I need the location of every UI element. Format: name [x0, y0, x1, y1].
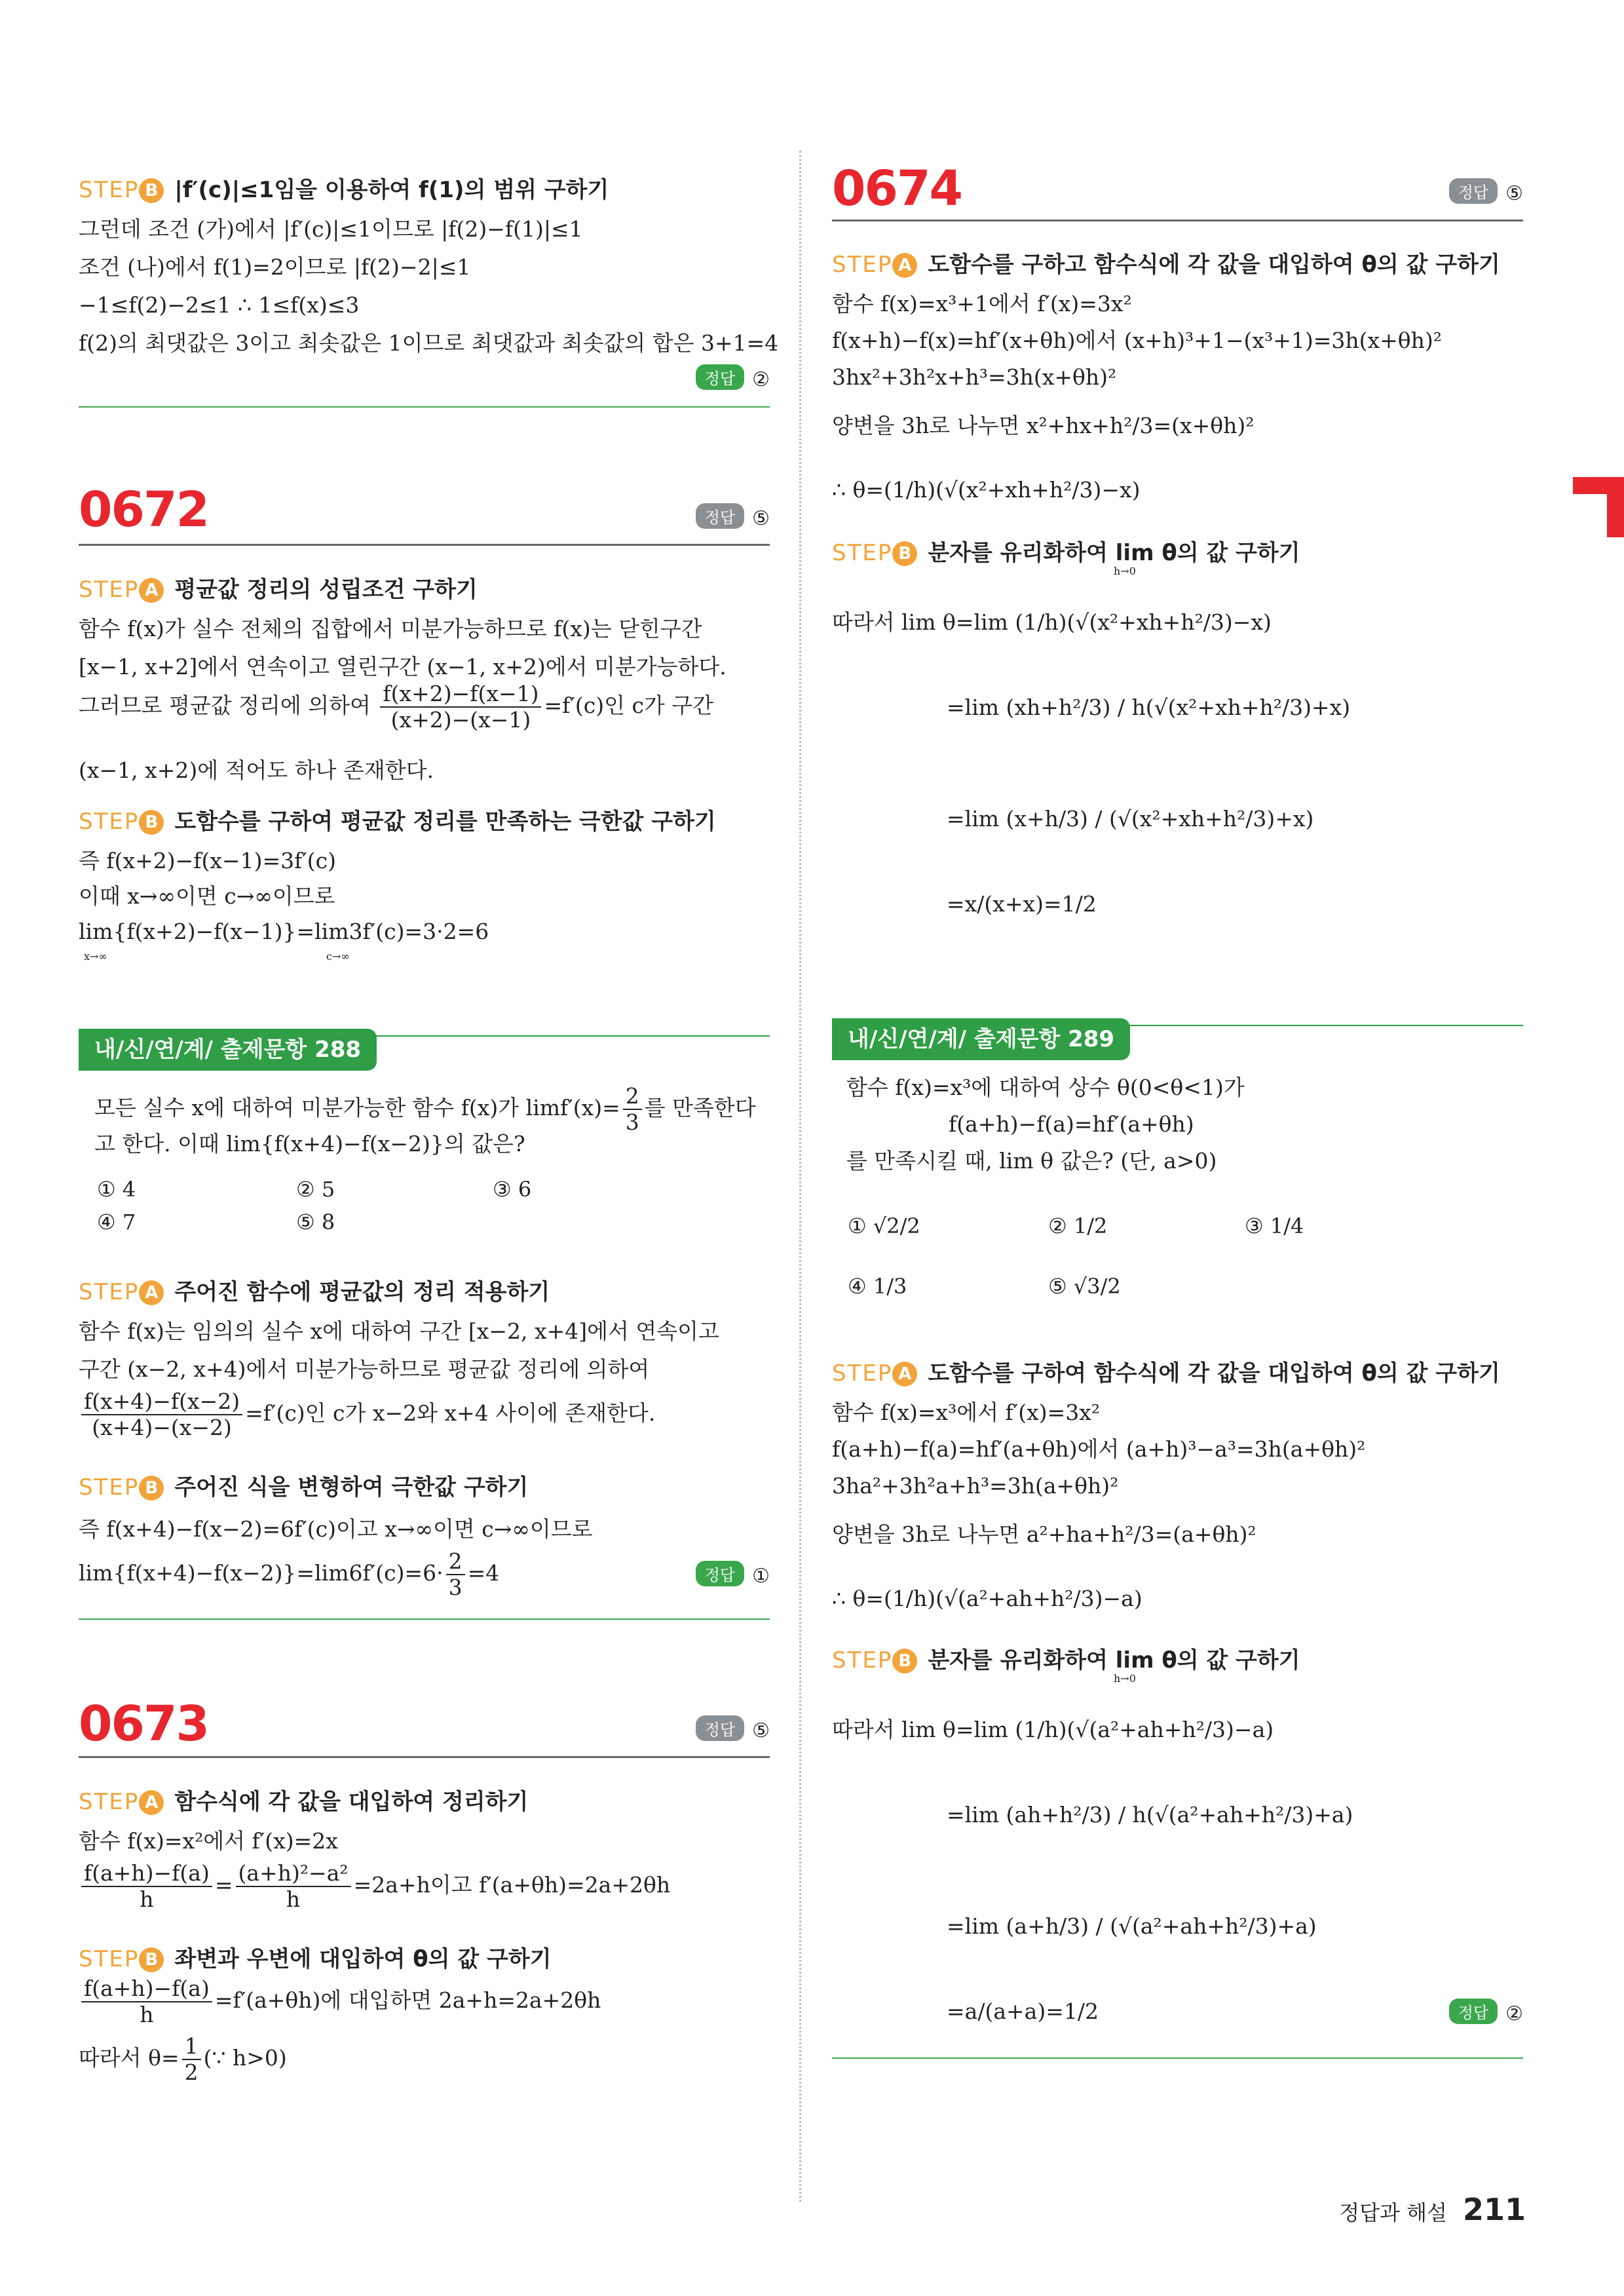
solution-line: 함수 f(x)=x²에서 f′(x)=2x [79, 1828, 338, 1854]
solution-line: (x−1, x+2)에 적어도 하나 존재한다. [79, 757, 434, 783]
choice-3[interactable]: ③ 1/4 [1245, 1214, 1304, 1238]
solution-line: −1≤f(2)−2≤1 ∴ 1≤f(x)≤3 [79, 292, 360, 318]
limit-subscript: h→0 [1114, 1672, 1136, 1685]
problem-rule [832, 220, 1523, 221]
solution-line: 즉 f(x+2)−f(x−1)=3f′(c) [79, 848, 337, 873]
section-rule [79, 1618, 770, 1620]
limit-subscript: h→0 [1114, 565, 1136, 577]
step-a-heading: STEP A 평균값 정리의 성립조건 구하기 [79, 577, 478, 603]
step-b-heading: STEP B 주어진 식을 변형하여 극한값 구하기 [79, 1474, 529, 1501]
fraction: $\frac{f(x+4)-f(x-2)}{(x+4)-(x-2)}$ [81, 1389, 242, 1440]
problem-number: 0672 [79, 482, 208, 538]
problem-number: 0673 [79, 1696, 208, 1752]
solution-line: ∴ θ=(1/h)(√(x²+xh+h²/3)−x) [832, 477, 1141, 503]
answer-badge: 정답 ⑤ [1449, 178, 1523, 205]
section-rule [79, 406, 770, 408]
choice-1[interactable]: ① √2/2 [848, 1214, 920, 1238]
fraction: $\frac{2}{3}$ [623, 1084, 642, 1135]
solution-line: =lim (ah+h²/3) / h(√(a²+ah+h²/3)+a) [947, 1802, 1353, 1827]
solution-line: 조건 (나)에서 f(1)=2이므로 |f(2)−2|≤1 [79, 254, 471, 280]
question-line: 모든 실수 x에 대하여 미분가능한 함수 f(x)가 limf′(x)= $\frac{2}{3}$ 를 만족한다 [94, 1083, 756, 1135]
column-divider [799, 151, 801, 2202]
solution-line: 즉 f(x+4)−f(x−2)=6f′(c)이고 x→∞이면 c→∞이므로 [79, 1516, 593, 1542]
question-line: 함수 f(x)=x³에 대하여 상수 θ(0<θ<1)가 [846, 1075, 1245, 1100]
question-line: f(a+h)−f(a)=hf′(a+θh) [949, 1111, 1194, 1137]
fraction: $\frac{f(x+2)-f(x-1)}{(x+2)-(x-1)}$ [380, 681, 541, 733]
fraction-line: $\frac{f(x+4)-f(x-2)}{(x+4)-(x-2)}$ =f′(c)인 c가 x−2와 x+4 사이에 존재한다. [79, 1389, 655, 1440]
answer-badge: 정답 ② [696, 364, 770, 391]
related-question-banner: 내/신/연/계/ 출제문항 288 [79, 1029, 377, 1071]
solution-line: 함수 f(x)=x³에서 f′(x)=3x² [832, 1400, 1101, 1425]
step-a-heading: STEP A 도함수를 구하고 함수식에 각 값을 대입하여 θ의 값 구하기 [832, 252, 1500, 278]
limit-subscript: x→∞ [84, 950, 107, 963]
question-line: 를 만족시킬 때, lim θ 값은? (단, a>0) [846, 1148, 1217, 1174]
related-question-banner: 내/신/연/계/ 출제문항 289 [832, 1018, 1130, 1060]
solution-line: 양변을 3h로 나누면 a²+ha+h²/3=(a+θh)² [832, 1521, 1256, 1547]
section-rule [832, 2057, 1523, 2059]
solution-line: =lim (a+h/3) / (√(a²+ah+h²/3)+a) [947, 1913, 1317, 1939]
step-a-heading: STEP A 함수식에 각 값을 대입하여 정리하기 [79, 1789, 529, 1815]
solution-line: =lim (xh+h²/3) / h(√(x²+xh+h²/3)+x) [947, 695, 1351, 720]
step-a-heading: STEP A 주어진 함수에 평균값의 정리 적용하기 [79, 1279, 550, 1305]
step-b-heading: STEP B 도함수를 구하여 평균값 정리를 만족하는 극한값 구하기 [79, 809, 716, 835]
answer-badge: 정답 ⑤ [696, 503, 770, 530]
step-a-heading: STEP A 도함수를 구하여 함수식에 각 값을 대입하여 θ의 값 구하기 [832, 1360, 1500, 1387]
solution-line: f(a+h)−f(a)=hf′(a+θh)에서 (a+h)³−a³=3h(a+θh)² [832, 1436, 1366, 1462]
choice-1[interactable]: ① 4 [97, 1177, 136, 1202]
question-line: 고 한다. 이때 lim{f(x+4)−f(x−2)}의 값은? [94, 1131, 525, 1157]
page-footer [1339, 2192, 1526, 2227]
solution-line: 함수 f(x)가 실수 전체의 집합에서 미분가능하므로 f(x)는 닫힌구간 [79, 616, 702, 641]
answer-badge: 정답 ② [1449, 1999, 1523, 2025]
answer-badge: 정답 ① [696, 1561, 770, 1588]
choice-5[interactable]: ⑤ √3/2 [1048, 1274, 1121, 1299]
step-b-heading: STEP B 좌변과 우변에 대입하여 θ의 값 구하기 [79, 1946, 552, 1972]
chapter-tab-marker [1607, 477, 1624, 537]
fraction-line: $\frac{f(a+h)-f(a)}{h}$ =f′(a+θh)에 대입하면 2a+h=2a+2θh [79, 1976, 601, 2027]
solution-line: 따라서 lim θ=lim (1/h)(√(a²+ah+h²/3)−a) [832, 1717, 1274, 1742]
fraction-line: lim{f(x+4)−f(x−2)}=lim6f′(c)=6· $\frac{2}{3}$ =4 [79, 1548, 500, 1600]
step-b-heading: STEP B 분자를 유리화하여 lim θ의 값 구하기 [832, 1647, 1300, 1674]
fraction: $\frac{2}{3}$ [446, 1549, 465, 1600]
fraction-line: 그러므로 평균값 정리에 의하여 $\frac{f(x+2)-f(x-1)}{(x+2)-(x-1)}$ =f′(c)인 c가 구간 [79, 681, 714, 733]
fraction: $\frac{f(a+h)-f(a)}{h}$ [81, 1976, 212, 2027]
solution-line: 3hx²+3h²x+h³=3h(x+θh)² [832, 364, 1117, 390]
fraction-line: $\frac{f(a+h)-f(a)}{h}$ = $\frac{\text{(a+h)²−a²}}{h}$ =2a+h이고 f′(a+θh)=2a+2θh [79, 1861, 670, 1912]
solution-line: 양변을 3h로 나누면 x²+hx+h²/3=(x+θh)² [832, 413, 1255, 438]
page-number: 211 [1462, 2192, 1526, 2227]
solution-line: =lim (x+h/3) / (√(x²+xh+h²/3)+x) [947, 806, 1314, 832]
solution-line: f(2)의 최댓값은 3이고 최솟값은 1이므로 최댓값과 최솟값의 합은 3+1=4 [79, 330, 779, 356]
choice-4[interactable]: ④ 1/3 [848, 1274, 907, 1299]
fraction: $\frac{f(a+h)-f(a)}{h}$ [81, 1861, 212, 1912]
step-b-heading: STEP B 분자를 유리화하여 lim θ의 값 구하기 [832, 540, 1300, 566]
solution-line: 따라서 lim θ=lim (1/h)(√(x²+xh+h²/3)−x) [832, 609, 1272, 635]
answer-badge: 정답 ⑤ [696, 1715, 770, 1742]
fraction: $\frac{\text{(a+h)²−a²}}{h}$ [236, 1861, 351, 1912]
choice-5[interactable]: ⑤ 8 [296, 1210, 335, 1234]
solution-line: [x−1, x+2]에서 연속이고 열린구간 (x−1, x+2)에서 미분가능하다. [79, 654, 727, 679]
solution-line: 함수 f(x)는 임의의 실수 x에 대하여 구간 [x−2, x+4]에서 연속이고 [79, 1318, 719, 1344]
solution-line: 3ha²+3h²a+h³=3h(a+θh)² [832, 1473, 1119, 1499]
footer-label: 정답과 해설 [1339, 2200, 1447, 2225]
solution-line: f(x+h)−f(x)=hf′(x+θh)에서 (x+h)³+1−(x³+1)=3h(x+θh)² [832, 328, 1442, 353]
chapter-tab-marker-top [1573, 477, 1607, 494]
solution-line: 그런데 조건 (가)에서 |f′(c)|≤1이므로 |f(2)−f(1)|≤1 [79, 216, 583, 242]
problem-number: 0674 [832, 161, 962, 217]
solution-line: lim{f(x+2)−f(x−1)}=lim3f′(c)=3·2=6 [79, 919, 489, 944]
solution-line: =a/(a+a)=1/2 [947, 1999, 1099, 2024]
choice-4[interactable]: ④ 7 [97, 1210, 136, 1234]
problem-rule [79, 1756, 770, 1758]
problem-rule [79, 544, 770, 546]
choice-2[interactable]: ② 5 [296, 1177, 335, 1202]
choice-3[interactable]: ③ 6 [493, 1177, 532, 1202]
fraction: $\frac{1}{2}$ [182, 2034, 201, 2085]
choice-2[interactable]: ② 1/2 [1048, 1214, 1108, 1238]
limit-subscript: c→∞ [326, 950, 350, 963]
solution-line: 구간 (x−2, x+4)에서 미분가능하므로 평균값 정리에 의하여 [79, 1356, 650, 1382]
solution-line: 이때 x→∞이면 c→∞이므로 [79, 883, 335, 909]
solution-line: ∴ θ=(1/h)(√(a²+ah+h²/3)−a) [832, 1586, 1142, 1611]
step-b-heading: STEP B |f′(c)|≤1임을 이용하여 f(1)의 범위 구하기 [79, 177, 609, 203]
solution-line: 함수 f(x)=x³+1에서 f′(x)=3x² [832, 291, 1132, 316]
solution-line: =x/(x+x)=1/2 [947, 891, 1097, 917]
fraction-line: 따라서 θ= $\frac{1}{2}$ (∵ h>0) [79, 2033, 287, 2085]
